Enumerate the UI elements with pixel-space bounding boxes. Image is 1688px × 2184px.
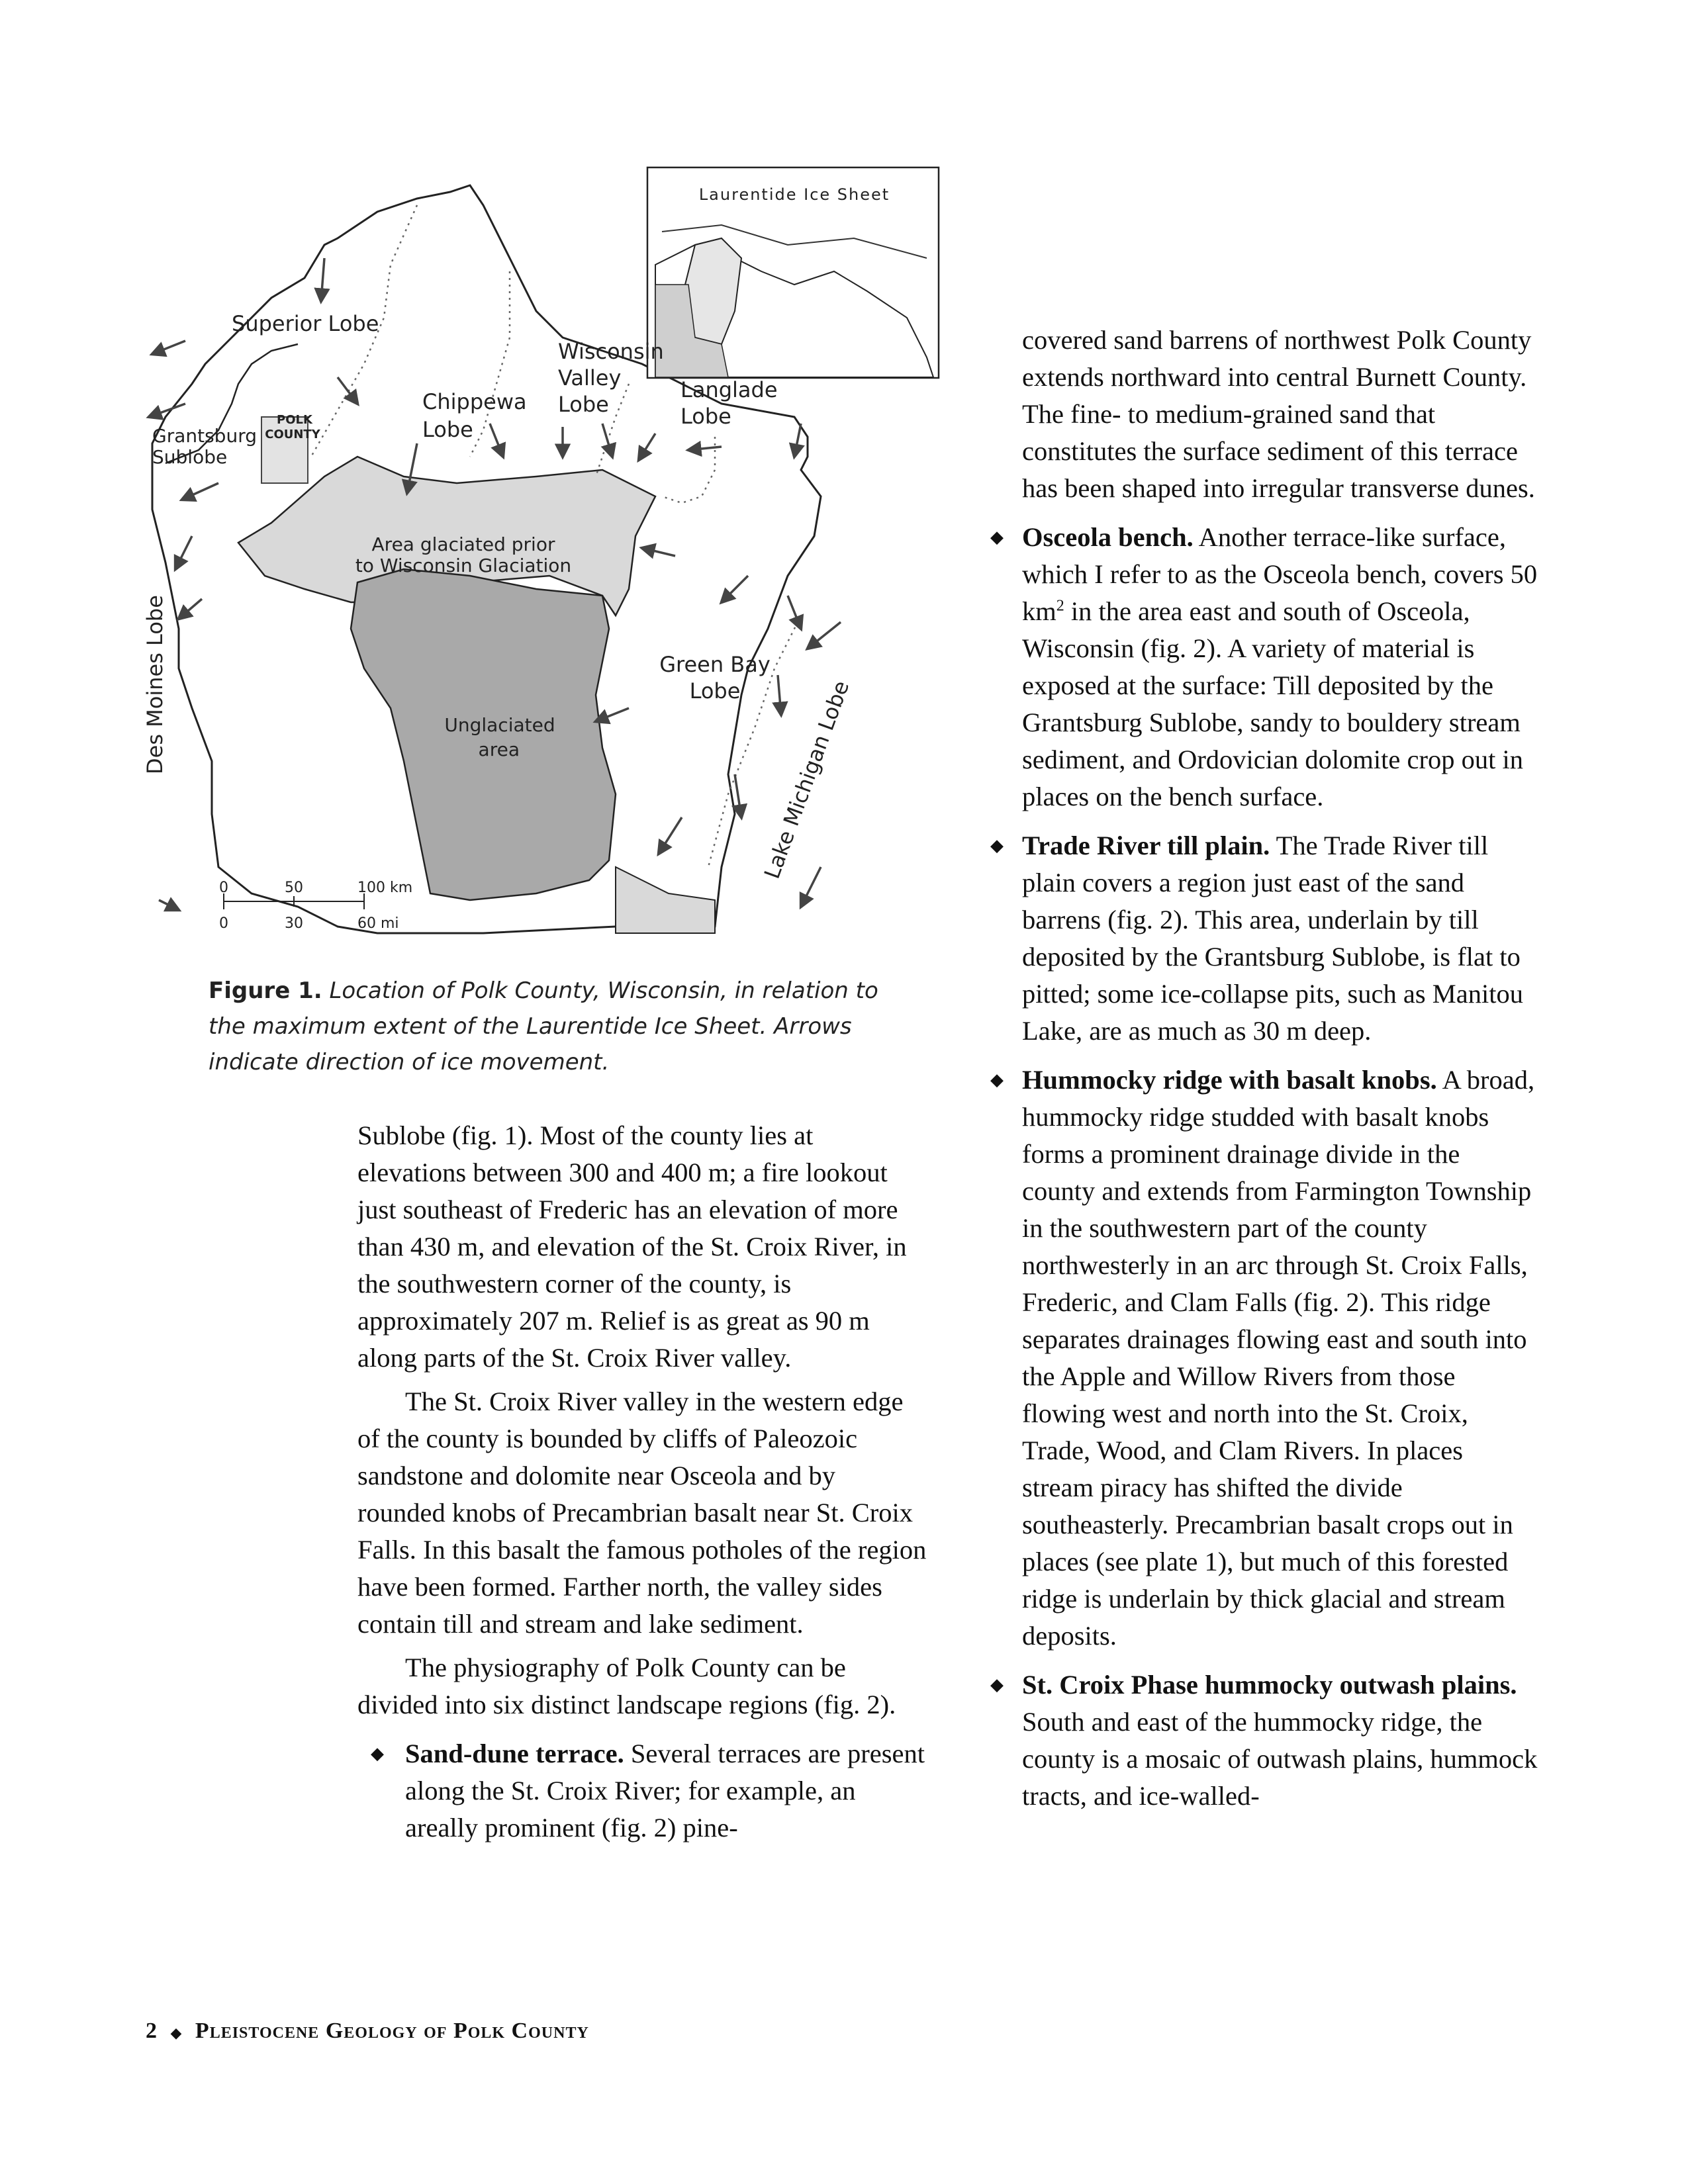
paragraph: The St. Croix River valley in the western edge of the county is bounded by cliffs of Paleozoic sandstone and dolomite near Osceola and by rounded knobs of Precambrian basalt near St. Croix Falls. In this basalt the famous potholes of the region have been formed. Farther north, the valley sides contain till and stream and lake sediment. <box>357 1387 927 1639</box>
scale-mi-30: 30 <box>285 915 303 932</box>
running-title: Pleistocene Geology of Polk County <box>195 2019 589 2043</box>
diamond-bullet-icon: ◆ <box>990 527 1004 547</box>
label-prior-1: Area glaciated prior <box>371 533 555 555</box>
bullet-title: Hummocky ridge with basalt knobs. <box>1022 1065 1437 1095</box>
diamond-bullet-icon: ◆ <box>990 1070 1004 1089</box>
label-des-moines-lobe: Des Moines Lobe <box>142 595 167 774</box>
label-prior-2: to Wisconsin Glaciation <box>355 555 572 576</box>
arrow <box>801 867 821 907</box>
bullet-text: Several terraces are present along the St. Croix River; for example, an areally prominent (fig. 2) pine- <box>405 1739 925 1843</box>
label-green-bay-lobe: Lobe <box>689 678 741 704</box>
bullet-text: in the area east and south of Osceola, Wisconsin (fig. 2). A variety of material is exposed at the surface: Till deposited by the Grantsburg Sublobe, sandy to bouldery stream sediment, and Ordovician dolomite crop out in places on the bench surface. <box>1022 596 1523 811</box>
label-wisconsin: Wisconsin <box>558 339 664 364</box>
label-green-bay: Green Bay <box>659 652 771 677</box>
label-polk: POLK <box>277 413 312 427</box>
bullet-text: Another terrace-like surface, which I refer to as the Osceola bench, covers 50 km <box>1022 522 1538 626</box>
figure-1-map <box>139 165 947 940</box>
diamond-bullet-icon: ◆ <box>371 1744 384 1763</box>
label-unglaciated-area: area <box>478 739 520 760</box>
label-lake-michigan-lobe: Lake Michigan Lobe <box>759 677 855 882</box>
arrow <box>735 774 741 817</box>
label-valley: Valley <box>558 365 622 390</box>
bullet-item-sand-dune-terrace <box>357 1735 927 1846</box>
label-chippewa-lobe: Lobe <box>422 417 473 442</box>
figure-label: Figure 1. <box>209 978 322 1004</box>
scale-mi-0: 0 <box>219 915 228 932</box>
bullet-title: St. Croix Phase hummocky outwash plains. <box>1022 1670 1517 1700</box>
inset-map <box>647 167 939 378</box>
bullet-text: A broad, hummocky ridge studded with basalt knobs forms a prominent drainage divide in the county and extends from Farmington Township in the southwestern part of the county northwesterly in an arc through St. Croix Falls, Frederic, and Clam Falls (fig. 2). This ridge separates drainages flowing east and south into the Apple and Willow Rivers from those flowing west and north into the St. Croix, Trade, Wood, and Clam Rivers. In places stream piracy has shifted the divide southeasterly. Precambrian basalt crops out in places (see plate 1), but much of this forested ridge is underlain by thick glacial and stream deposits. <box>1022 1065 1535 1651</box>
text-column-right <box>990 322 1538 1815</box>
label-sublobe: Sublobe <box>152 446 228 468</box>
bullet-title: Trade River till plain. <box>1022 831 1270 860</box>
polk-county-box <box>261 417 308 483</box>
bullet-item-osceola-bench <box>990 519 1538 815</box>
bullet-title: Osceola bench. <box>1022 522 1194 552</box>
label-langlade-lobe: Lobe <box>680 404 731 429</box>
label-superior-lobe: Superior Lobe <box>232 311 379 336</box>
inset-title: Laurentide Ice Sheet <box>698 185 890 204</box>
bullet-item-hummocky-ridge <box>990 1062 1538 1655</box>
scale-km-50: 50 <box>285 880 303 896</box>
paragraph: The physiography of Polk County can be divided into six distinct landscape regions (fig. 2). <box>357 1653 896 1719</box>
page-footer <box>146 2019 589 2044</box>
arrow <box>788 596 801 629</box>
label-langlade: Langlade <box>680 377 778 402</box>
label-county: COUNTY <box>265 428 320 441</box>
arrow <box>778 675 781 715</box>
paragraph: Sublobe (fig. 1). Most of the county lies at elevations between 300 and 400 m; a fire lookout just southeast of Frederic has an elevation of more than 430 m, and elevation of the St. Croix River, in the southwestern corner of the county, is approximately 207 m. Relief is as great as 90 m along parts of the St. Croix River valley. <box>357 1120 907 1373</box>
figure-caption <box>209 973 884 1080</box>
label-valley-lobe: Lobe <box>558 392 609 417</box>
label-chippewa: Chippewa <box>422 389 527 414</box>
footer-bullet-icon: ◆ <box>170 2025 183 2041</box>
text-column-left <box>357 1117 927 1846</box>
bullet-title: Sand-dune terrace. <box>405 1739 624 1768</box>
arrow <box>808 622 841 649</box>
scale-km-0: 0 <box>219 880 228 896</box>
page-number: 2 <box>146 2019 158 2043</box>
superscript: 2 <box>1056 597 1064 615</box>
bullet-item-st-croix-phase <box>990 1666 1538 1815</box>
label-unglaciated: Unglaciated <box>444 714 555 736</box>
figure-caption-text: Location of Polk County, Wisconsin, in relation to the maximum extent of the Laurentide Ice Sheet. Arrows indicate direction of ice movement. <box>209 978 878 1075</box>
arrow <box>159 900 179 910</box>
label-grantsburg: Grantsburg <box>152 425 257 447</box>
diamond-bullet-icon: ◆ <box>990 1675 1004 1694</box>
bullet-text: The Trade River till plain covers a region just east of the sand barrens (fig. 2). This area, underlain by till deposited by the Grantsburg Sublobe, is flat to pitted; some ice-collapse pits, such as Manitou Lake, are as much as 30 m deep. <box>1022 831 1523 1046</box>
bullet-text: South and east of the hummocky ridge, the county is a mosaic of outwash plains, hummock tracts, and ice-walled- <box>1022 1707 1538 1811</box>
diamond-bullet-icon: ◆ <box>990 836 1004 855</box>
bullet-item-trade-river-till-plain <box>990 827 1538 1050</box>
arrow <box>152 341 185 354</box>
scale-mi-60: 60 mi <box>357 915 399 932</box>
scale-km-100: 100 km <box>357 880 413 896</box>
paragraph: covered sand barrens of northwest Polk County extends northward into central Burnett County. The fine- to medium-grained sand that constitutes the surface sediment of this terrace has been shaped into irregular transverse dunes. <box>1022 325 1535 503</box>
